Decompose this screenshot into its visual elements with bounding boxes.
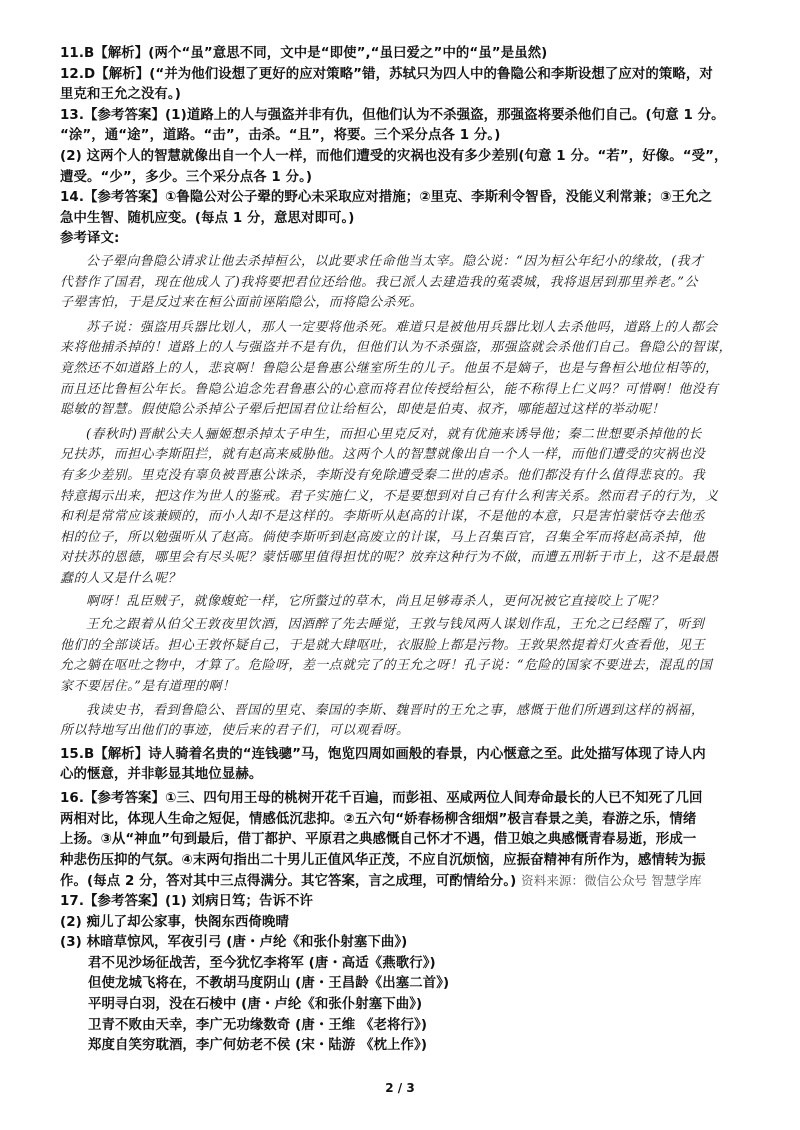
translation-line: 子翚害怕，于是反过来在桓公面前诬陷隐公，而将隐公杀死。 xyxy=(60,295,423,310)
translation-line: 特意揭示出来，把这作为世人的鉴戒。君子实施仁义，不是要想到对自己有什么利害关系。然而君子的行为，义 xyxy=(60,489,719,504)
answer-13-cont: “涂”，通“途”，道路。“击”，击杀。“且”，将要。三个采分点各 1 分。) xyxy=(60,128,501,143)
translation-line: 苏子说：强盗用兵器比划人，那人一定要将他杀死。难道只是被他用兵器比划人去杀他吗，道路上的人都会 xyxy=(86,320,718,335)
answer-16: 16.【参考答案】①三、四句用王母的桃树开花千百遍，而彭祖、巫咸两位人间寿命最长的人已不知死了几回 xyxy=(60,791,703,806)
answer-13-2: (2) 这两个人的智慧就像出自一个人一样，而他们遭受的灾祸也没有多少差别(句意 1 分。“若”，好像。“受”， xyxy=(60,149,728,164)
answer-14-cont: 急中生智、随机应变。(每点 1 分，意思对即可。) xyxy=(60,211,355,226)
answer-16-cont: 两相对比，体现人生命之短促，情感低沉悲抑。②五六句“娇春杨柳含细烟”极言春景之美，春游之乐，情绪 xyxy=(60,812,697,827)
translation-line: 来将他捕杀掉的！道路上的人与强盗并不是有仇，但他们认为不杀强盗，那强盗就会杀他们自己。鲁隐公的智谋， xyxy=(60,340,733,355)
translation-line: 兄扶苏，而担心李斯阻拦，就有赵高来威胁他。这两个人的智慧就像出自一个人一样，而他们遭受的灾祸也没 xyxy=(60,447,706,462)
translation-line: 家不要居住。”是有道理的啊！ xyxy=(60,679,236,694)
translation-line: 允之躺在呕吐之物中，才算了。危险呀，差一点就完了的王允之呀！孔子说：“危险的国家不要进去，混乱的国 xyxy=(60,658,713,673)
answer-12: 12.D【解析】(“并为他们设想了更好的应对策略”错，苏轼只为四人中的鲁隐公和李斯设想了应对的策略，对 xyxy=(60,67,713,82)
translation-line: 蠢的人又是什么呢？ xyxy=(60,571,181,586)
translation-line: 所以特地写出他们的事迹，使后来的君子们，可以观看呀。 xyxy=(60,723,410,738)
answer-15-cont: 心的惬意，并非彰显其地位显赫。 xyxy=(60,767,263,782)
answer-16-end: 作。(每点 2 分，答对其中三点得满分。其它答案，言之成理，可酌情给分。) xyxy=(60,874,517,889)
translation-line: 公子翚向鲁隐公请求让他去杀掉桓公，以此要求任命他当太宰。隐公说：“因为桓公年纪小的缘故，(我才 xyxy=(86,254,704,269)
translation-line: 聪敏的智慧。假使隐公杀掉公子翚后把国君位让给桓公，即使是伯夷、叔齐，哪能超过这样的举动呢！ xyxy=(60,402,665,417)
translation-heading: 参考译文: xyxy=(60,231,120,246)
translation-line: 和利是常常应该兼顾的，而小人却不是这样的。李斯听从赵高的计谋，不是他的本意，只是害怕蒙恬夺去他丞 xyxy=(60,509,706,524)
translation-line: (春秋时)晋献公夫人骊姬想杀掉太子申生，而担心里克反对，就有优施来诱导他；秦二世想要杀掉他的长 xyxy=(86,427,702,442)
translation-line: 而且还比鲁桓公年长。鲁隐公追念先君鲁惠公的心意而将君位传授给桓公，能不称得上仁义吗？可惜啊！他没有 xyxy=(60,382,719,397)
answer-13: 13.【参考答案】(1)道路上的人与强盗并非有仇，但他们认为不杀强盗，那强盗将要杀他们自己。(句意 1 分。 xyxy=(60,108,725,123)
answer-17-2: (2) 痴儿了却公家事，快阁东西倚晚晴 xyxy=(60,915,289,930)
translation-line: 啊呀！乱臣贼子，就像蝮蛇一样，它所螫过的草木，尚且足够毒杀人，更何况被它直接咬上了呢？ xyxy=(86,594,664,609)
answer-13-2-cont: 遭受。“少”，多少。三个采分点各 1 分。) xyxy=(60,170,313,185)
answer-12-cont: 里克和王允之没有。) xyxy=(60,87,181,102)
translation-line: 代替作了国君，现在他成人了)我将要把君位还给他。我已派人去建造我的菟裘城，我将退居到那里养老。”公 xyxy=(60,275,698,290)
answer-15: 15.B【解析】诗人骑着名贵的“连钱骢”马，饱览四周如画般的春景，内心惬意之至。此处描写体现了诗人内 xyxy=(60,747,706,762)
answer-14: 14.【参考答案】①鲁隐公对公子翚的野心未采取应对措施；②里克、李斯利令智昏，没能义利常兼；③王允之 xyxy=(60,190,712,205)
answer-17-3: (3) 林暗草惊风，军夜引弓 (唐・卢纶《和张仆射塞下曲》) xyxy=(60,935,408,950)
source-note: 资料来源：微信公众号 智慧学库 xyxy=(521,873,702,888)
poem-quote-line: 郑度自笑穷耽酒，李广何妨老不侯 (宋・陆游 《枕上作》) xyxy=(88,1038,428,1053)
translation-line: 我读史书，看到鲁隐公、晋国的里克、秦国的李斯、魏晋时的王允之事，感慨于他们所遇到这样的祸福， xyxy=(86,703,705,718)
translation-line: 他们的全部谈话。担心王敦怀疑自己，于是就大肆呕吐，衣服脸上都是污物。王敦果然提着灯火查看他，见王 xyxy=(60,638,706,653)
translation-line: 相的位子，所以勉强听从了赵高。倘使李斯听到赵高废立的计谋，马上召集百官，召集全军而将赵高杀掉，他 xyxy=(60,530,706,545)
answer-16-cont xyxy=(60,871,750,892)
translation-line: 王允之跟着从伯父王敦夜里饮酒，因酒醉了先去睡觉，王敦与钱凤两人谋划作乱，王允之已经醒了，听到 xyxy=(86,617,705,632)
translation-line: 竟然还不如道路上的人，悲哀啊！鲁隐公是鲁惠公继室所生的儿子。他虽不是嫡子，也是与鲁桓公地位相等的， xyxy=(60,361,719,376)
answer-16-cont: 上扬。③从“神血”句到最后，借丁都护、平原君之典感慨自己怀才不遇，借卫娘之典感慨青春易逝，形成一 xyxy=(60,832,697,847)
poem-quote-line: 卫青不败由天幸，李广无功缘数奇 (唐・王维 《老将行》) xyxy=(88,1018,428,1033)
poem-quote-line: 平明寻白羽，没在石棱中 (唐・卢纶《和张仆射塞下曲》) xyxy=(88,997,423,1012)
page-number: 2 / 3 xyxy=(385,1081,415,1095)
translation-line: 有多少差别。里克没有辜负被晋惠公诛杀，李斯没有免除遭受秦二世的虐杀。他们都没有什么值得悲哀的。我 xyxy=(60,468,706,483)
answer-17: 17.【参考答案】(1) 刘病日笃；告诉不许 xyxy=(60,894,313,909)
answer-16-cont: 种悲伤压抑的气氛。④末两句指出二十男儿正值风华正茂，不应自沉烦恼，应振奋精神有所作为，感情转为振 xyxy=(60,853,706,868)
translation-line: 对扶苏的恩德，哪里会有尽头呢？蒙恬哪里值得担忧的呢？放弃这种行为不做，而遭五刑斩于市上，这不是最愚 xyxy=(60,550,719,565)
poem-quote-line: 但使龙城飞将在，不教胡马度阴山 (唐・王昌龄《出塞二首》) xyxy=(88,976,450,991)
answer-11: 11.B【解析】(两个“虽”意思不同，文中是“即使”,“虽曰爱之”中的“虽”是虽然) xyxy=(60,46,548,61)
poem-quote-line: 君不见沙场征战苦，至今犹忆李将军 (唐・高适《燕歌行》) xyxy=(88,956,436,971)
